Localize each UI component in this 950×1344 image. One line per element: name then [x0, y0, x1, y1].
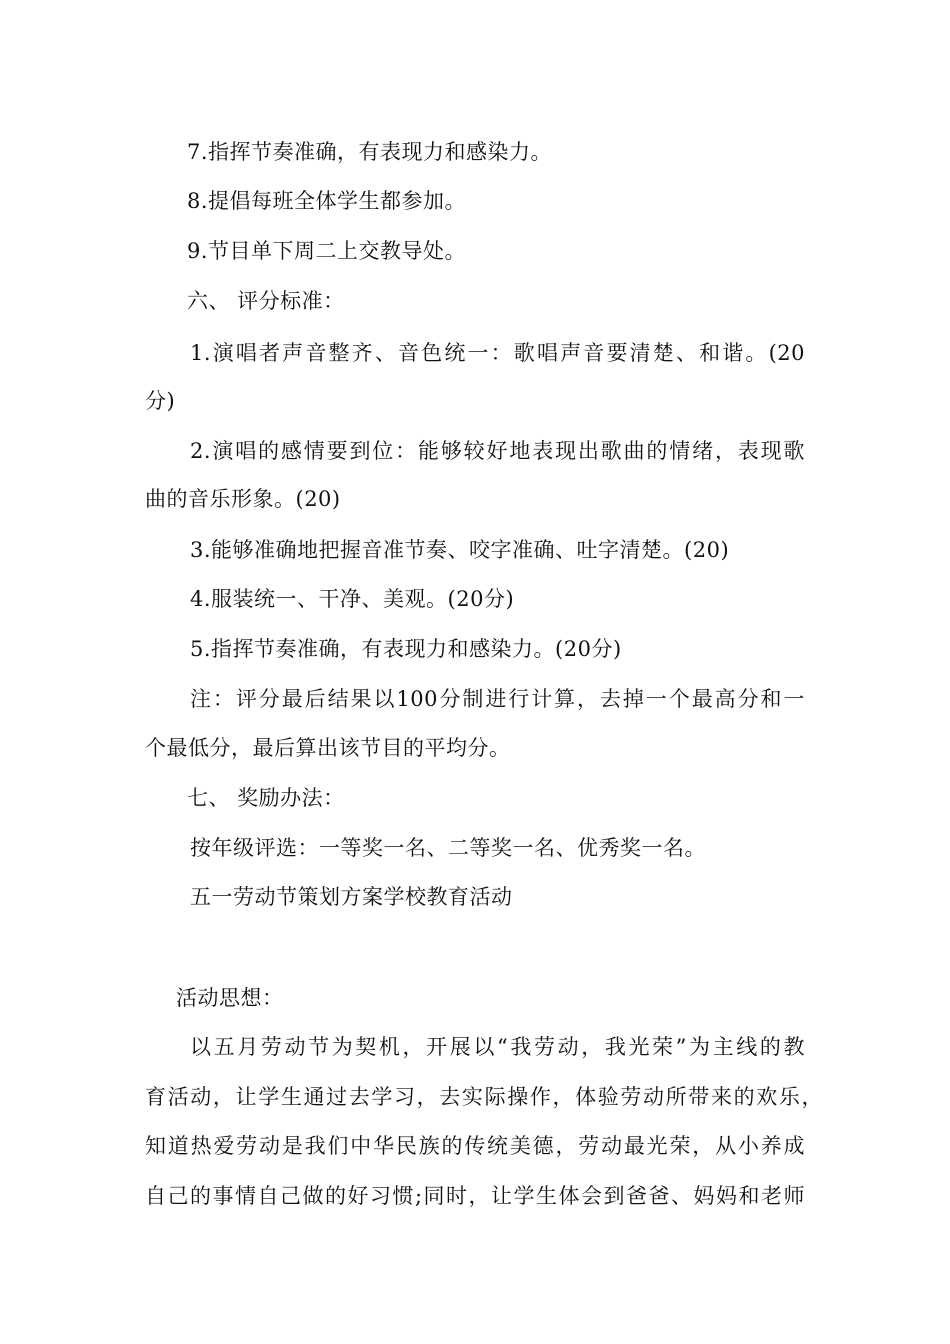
activity-thought-heading: 活动思想：	[176, 986, 284, 1010]
criteria-2-line1: 2.演唱的感情要到位：能够较好地表现出歌曲的情绪，表现歌	[190, 439, 805, 463]
criteria-3: 3.能够准确地把握音准节奏、咬字准确、吐字清楚。(20)	[190, 538, 730, 562]
paragraph-line4: 自己的事情自己做的好习惯;同时，让学生体会到爸爸、妈妈和老师	[145, 1184, 805, 1208]
paragraph-line2: 育活动，让学生通过去学习，去实际操作，体验劳动所带来的欢乐，	[145, 1085, 823, 1109]
criteria-1-line1: 1.演唱者声音整齐、音色统一：歌唱声音要清楚、和谐。(20	[190, 341, 805, 365]
award-text: 按年级评选：一等奖一名、二等奖一名、优秀奖一名。	[190, 836, 706, 860]
criteria-5: 5.指挥节奏准确，有表现力和感染力。(20分)	[190, 637, 622, 661]
criteria-4: 4.服装统一、干净、美观。(20分)	[190, 587, 515, 611]
note-line2: 个最低分，最后算出该节目的平均分。	[145, 736, 511, 760]
item-7: 7.指挥节奏准确，有表现力和感染力。	[187, 140, 553, 164]
section-heading-6: 六、 评分标准：	[187, 289, 345, 313]
paragraph-line3: 知道热爱劳动是我们中华民族的传统美德，劳动最光荣，从小养成	[145, 1134, 805, 1158]
criteria-1-line2: 分)	[145, 389, 176, 413]
item-8: 8.提倡每班全体学生都参加。	[187, 189, 467, 213]
note-line1: 注：评分最后结果以100分制进行计算，去掉一个最高分和一	[190, 687, 805, 711]
item-9: 9.节目单下周二上交教导处。	[187, 239, 467, 263]
document-title: 五一劳动节策划方案学校教育活动	[190, 885, 513, 909]
paragraph-line1: 以五月劳动节为契机，开展以“我劳动，我光荣”为主线的教	[190, 1035, 805, 1059]
criteria-2-line2: 曲的音乐形象。(20)	[145, 487, 341, 511]
section-heading-7: 七、 奖励办法：	[187, 786, 345, 810]
